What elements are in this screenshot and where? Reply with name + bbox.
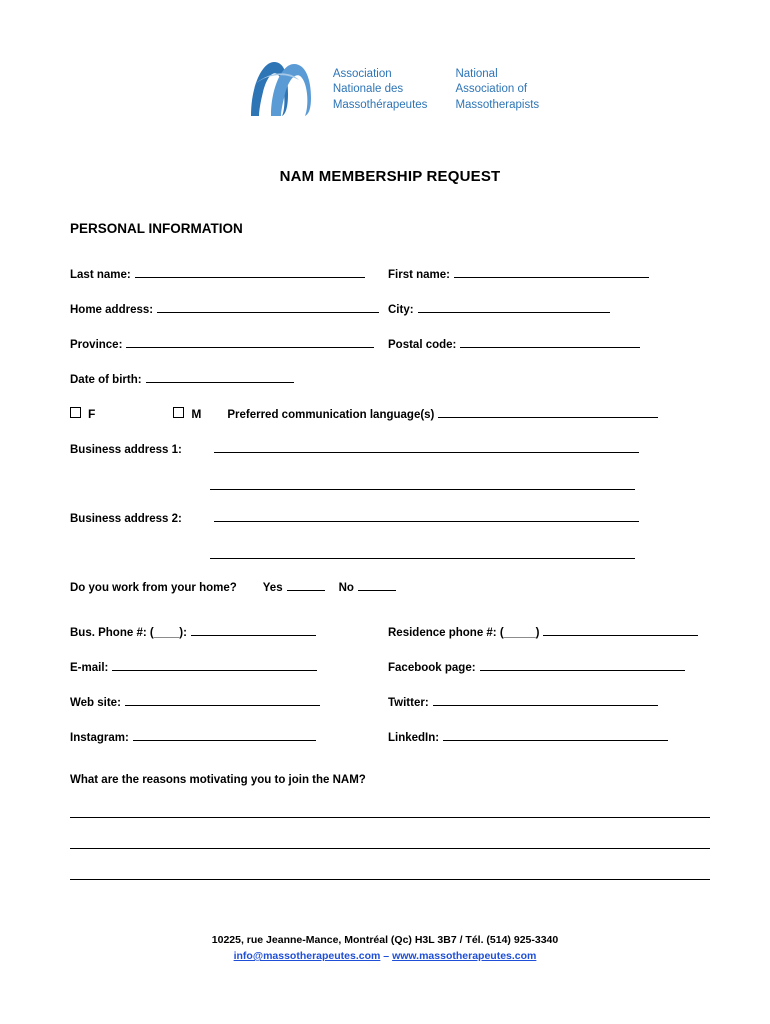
input-instagram[interactable]	[133, 729, 316, 741]
field-linkedin	[388, 729, 710, 744]
input-residence-phone[interactable]	[543, 624, 698, 636]
field-email	[70, 659, 388, 674]
field-twitter	[388, 694, 710, 709]
logo-wordmark-english	[455, 67, 539, 114]
input-business-address-2-line1[interactable]	[214, 510, 639, 522]
input-business-address-2-line2-wrap	[210, 545, 635, 559]
input-twitter[interactable]	[433, 694, 658, 706]
input-province[interactable]	[126, 336, 374, 348]
input-home-address[interactable]	[157, 301, 379, 313]
label-postal-code: Postal code:	[388, 339, 457, 351]
label-home-address: Home address:	[70, 304, 154, 316]
label-bus-phone: Bus. Phone #: (____):	[70, 627, 187, 639]
input-linkedin[interactable]	[443, 729, 668, 741]
section-title-personal-information: PERSONAL INFORMATION	[70, 221, 243, 236]
label-twitter: Twitter:	[388, 697, 429, 709]
field-sex-female[interactable]	[70, 407, 95, 421]
input-date-of-birth[interactable]	[146, 371, 294, 383]
field-city	[388, 301, 710, 316]
label-residence-phone: Residence phone #: (_____)	[388, 627, 540, 639]
footer-email-link[interactable]: info@massotherapeutes.com	[233, 950, 381, 962]
field-province	[70, 336, 388, 351]
logo-fr-line3: Massothérapeutes	[332, 98, 428, 111]
label-website: Web site:	[70, 697, 121, 709]
input-city[interactable]	[418, 301, 610, 313]
row-business-address-1	[70, 441, 710, 456]
row-date-of-birth	[70, 371, 710, 386]
field-instagram	[70, 729, 388, 744]
row-website-twitter	[70, 694, 710, 709]
logo-wordmark	[333, 67, 539, 114]
input-work-from-home-no[interactable]	[358, 579, 396, 591]
label-first-name: First name:	[388, 269, 450, 281]
checkbox-female-icon[interactable]	[70, 407, 81, 418]
input-motivation-line-1[interactable]	[70, 804, 710, 818]
logo-fr-line2: Nationale des	[332, 83, 404, 96]
input-preferred-language[interactable]	[438, 406, 658, 418]
document-footer	[0, 934, 770, 962]
row-sex-language	[70, 406, 710, 421]
row-work-from-home	[70, 579, 710, 594]
row-province-postal	[70, 336, 710, 351]
logo-en-line1: National	[455, 67, 498, 80]
label-province: Province:	[70, 339, 123, 351]
membership-form	[70, 266, 710, 880]
field-sex-male[interactable]	[173, 407, 201, 421]
field-residence-phone	[388, 624, 710, 639]
row-email-facebook	[70, 659, 710, 674]
input-motivation-line-3[interactable]	[70, 866, 710, 880]
label-business-address-2: Business address 2:	[70, 513, 182, 525]
label-preferred-language: Preferred communication language(s)	[227, 409, 435, 421]
input-business-address-1-line2-wrap	[210, 476, 635, 490]
label-date-of-birth: Date of birth:	[70, 374, 142, 386]
input-postal-code[interactable]	[460, 336, 640, 348]
input-business-address-1-line1[interactable]	[214, 441, 639, 453]
logo-en-line2: Association of	[455, 83, 528, 96]
field-facebook	[388, 659, 710, 674]
label-work-from-home: Do you work from your home?	[70, 582, 237, 594]
question-motivation: What are the reasons motivating you to join the NAM?	[70, 774, 366, 786]
label-last-name: Last name:	[70, 269, 131, 281]
label-yes: Yes	[262, 582, 283, 594]
field-first-name	[388, 266, 710, 281]
input-email[interactable]	[112, 659, 317, 671]
row-phones	[70, 624, 710, 639]
label-no: No	[338, 582, 354, 594]
logo-header	[70, 54, 710, 126]
label-female: F	[88, 407, 96, 421]
label-male: M	[191, 407, 202, 421]
label-linkedin: LinkedIn:	[388, 732, 440, 744]
field-postal-code	[388, 336, 710, 351]
label-email: E-mail:	[70, 662, 109, 674]
logo-fr-line1: Association	[332, 67, 392, 80]
answer-motivation	[70, 804, 710, 880]
logo-wordmark-french	[333, 67, 428, 114]
field-home-address	[70, 301, 388, 316]
field-last-name	[70, 266, 388, 281]
label-business-address-1: Business address 1:	[70, 444, 182, 456]
field-preferred-language	[227, 406, 658, 421]
input-last-name[interactable]	[135, 266, 365, 278]
row-business-address-2	[70, 510, 710, 525]
footer-website-link[interactable]: www.massotherapeutes.com	[392, 950, 537, 962]
label-facebook: Facebook page:	[388, 662, 476, 674]
input-facebook[interactable]	[480, 659, 685, 671]
field-date-of-birth	[70, 371, 294, 386]
row-name	[70, 266, 710, 281]
page-title: NAM MEMBERSHIP REQUEST	[279, 168, 501, 185]
input-motivation-line-2[interactable]	[70, 835, 710, 849]
label-city: City:	[388, 304, 414, 316]
input-business-address-1-line2[interactable]	[210, 476, 635, 490]
footer-separator: –	[383, 950, 390, 962]
nam-monogram-logo-icon	[241, 54, 319, 126]
input-website[interactable]	[125, 694, 320, 706]
input-first-name[interactable]	[454, 266, 649, 278]
checkbox-male-icon[interactable]	[173, 407, 184, 418]
field-website	[70, 694, 388, 709]
footer-contact-links	[0, 950, 770, 962]
input-bus-phone[interactable]	[191, 624, 316, 636]
row-address-city	[70, 301, 710, 316]
input-business-address-2-line2[interactable]	[210, 545, 635, 559]
logo-en-line3: Massotherapists	[455, 98, 540, 111]
footer-address: 10225, rue Jeanne-Mance, Montréal (Qc) H3L 3B7 / Tél. (514) 925-3340	[211, 934, 559, 946]
label-instagram: Instagram:	[70, 732, 129, 744]
field-bus-phone	[70, 624, 388, 639]
input-work-from-home-yes[interactable]	[287, 579, 325, 591]
row-instagram-linkedin	[70, 729, 710, 744]
